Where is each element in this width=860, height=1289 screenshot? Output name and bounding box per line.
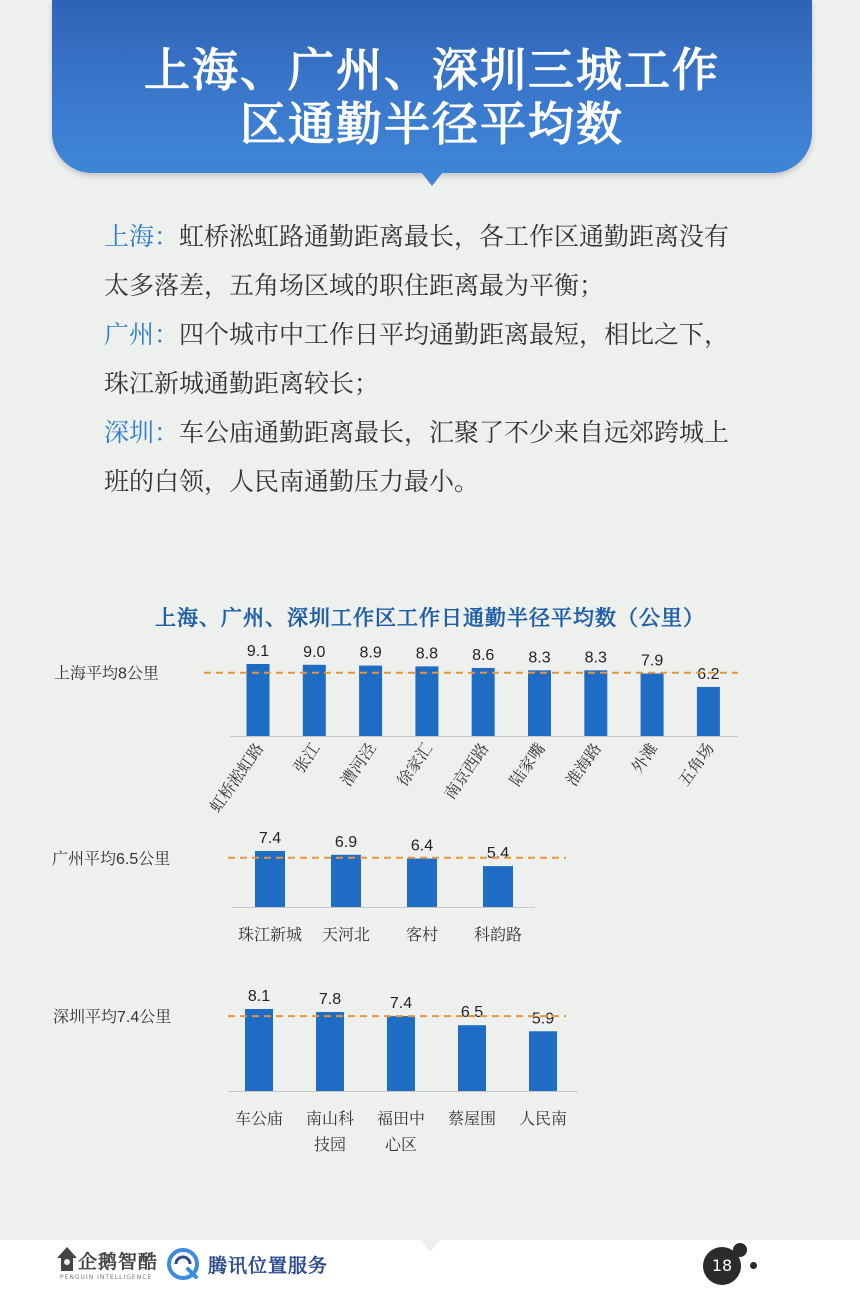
tencent-logo-text: 腾讯位置服务 [208,1255,329,1277]
bar [697,687,720,736]
bar [415,666,438,736]
bar [359,666,382,736]
city-label-shenzhen: 深圳 [104,418,155,447]
intro-paragraph-shanghai: 上海：虹桥淞虹路通勤距离最长，各工作区通勤距离没有太多落差，五角场区域的职住距离最为平衡； [104,222,730,300]
intro-text [104,212,754,506]
data-label: 7.8 [318,991,342,1009]
data-label: 8.6 [472,646,495,664]
category-label: 虹桥淞虹路 [207,740,268,816]
bar [584,670,607,736]
bar [255,851,285,907]
intro-text-guangzhou: 四个城市中工作日平均通勤距离最短，相比之下，珠江新城通勤距离较长； [104,320,730,398]
category-label: 五角场 [676,740,718,790]
city-label-shanghai: 上海 [104,222,155,251]
category-label: 徐家汇 [394,740,437,790]
bar [458,1025,486,1091]
intro-paragraph-shenzhen: 深圳：车公庙通勤距离最长，汇聚了不少来自远郊跨城上班的白领，人民南通勤压力最小。 [104,418,730,496]
category-label: 张江 [291,740,324,777]
penguin-logo-text: 企鹅智酷 [78,1251,159,1273]
bar [407,859,437,907]
data-label: 7.4 [258,830,282,847]
data-label: 5.9 [531,1010,555,1028]
category-label: 福田中 [376,1111,426,1128]
footer-notch [420,1240,440,1252]
category-label: 心区 [384,1137,418,1154]
average-line-label: 广州平均6.5公里 [52,850,171,868]
data-label: 8.3 [528,649,551,667]
data-label: 7.9 [640,652,664,670]
data-label: 8.9 [359,644,382,662]
data-label: 6.2 [697,665,720,683]
header-pointer [421,172,443,186]
bar [483,866,513,907]
category-label: 人民南 [518,1111,568,1128]
data-label: 6.5 [460,1004,484,1022]
bar [331,855,361,907]
tencent-location-icon [166,1247,200,1281]
average-line-label: 深圳平均7.4公里 [53,1009,172,1027]
data-label: 9.0 [303,643,326,661]
page-title-line-1: 上海、广州、深圳三城工作 [144,43,720,97]
category-label: 漕河泾 [338,740,380,790]
bar [303,665,326,736]
category-label: 蔡屋围 [447,1111,497,1128]
category-label: 南山科 [305,1111,355,1128]
data-label: 8.8 [415,645,439,663]
data-label: 7.4 [389,995,413,1013]
category-label: 技园 [313,1137,347,1154]
chart-title: 上海、广州、深圳工作区工作日通勤半径平均数（公里） [155,606,705,630]
bar [247,664,270,736]
category-label: 车公庙 [234,1111,284,1128]
city-label-guangzhou: 广州 [104,320,155,349]
badge-decoration-dot [750,1262,757,1269]
category-label: 淮海路 [563,740,606,790]
bar [387,1016,415,1091]
average-line-label: 上海平均8公里 [54,665,159,683]
category-label: 客村 [405,927,439,944]
data-label: 9.1 [246,643,270,660]
penguin-logo-subtext: PENGUIN INTELLIGENCE [60,1274,153,1281]
intro-text-shenzhen: 车公庙通勤距离最长，汇聚了不少来自远郊跨城上班的白领，人民南通勤压力最小。 [104,418,730,496]
data-label: 8.1 [247,988,271,1005]
page-number: 18 [703,1247,741,1285]
data-label: 6.9 [334,833,358,851]
data-label: 8.3 [584,649,607,667]
penguin-logo-icon [56,1246,78,1272]
page-title-line-2: 区通勤半径平均数 [240,97,624,151]
category-label: 天河北 [321,927,371,944]
category-label: 南京西路 [441,740,493,803]
bar [316,1012,344,1091]
bar [245,1009,273,1091]
category-label: 外滩 [629,740,662,777]
bar [641,673,664,736]
category-label: 珠江新城 [237,927,303,944]
bar [529,1031,557,1091]
bar [528,670,551,736]
data-label: 5.4 [486,845,510,863]
category-label: 陆家嘴 [507,740,549,790]
category-label: 科韵路 [473,927,523,944]
intro-text-shanghai: 虹桥淞虹路通勤距离最长，各工作区通勤距离没有太多落差，五角场区域的职住距离最为平衡； [104,222,730,300]
intro-paragraph-guangzhou: 广州：四个城市中工作日平均通勤距离最短，相比之下，珠江新城通勤距离较长； [104,320,730,398]
data-label: 6.4 [410,837,434,855]
bar [472,668,495,736]
